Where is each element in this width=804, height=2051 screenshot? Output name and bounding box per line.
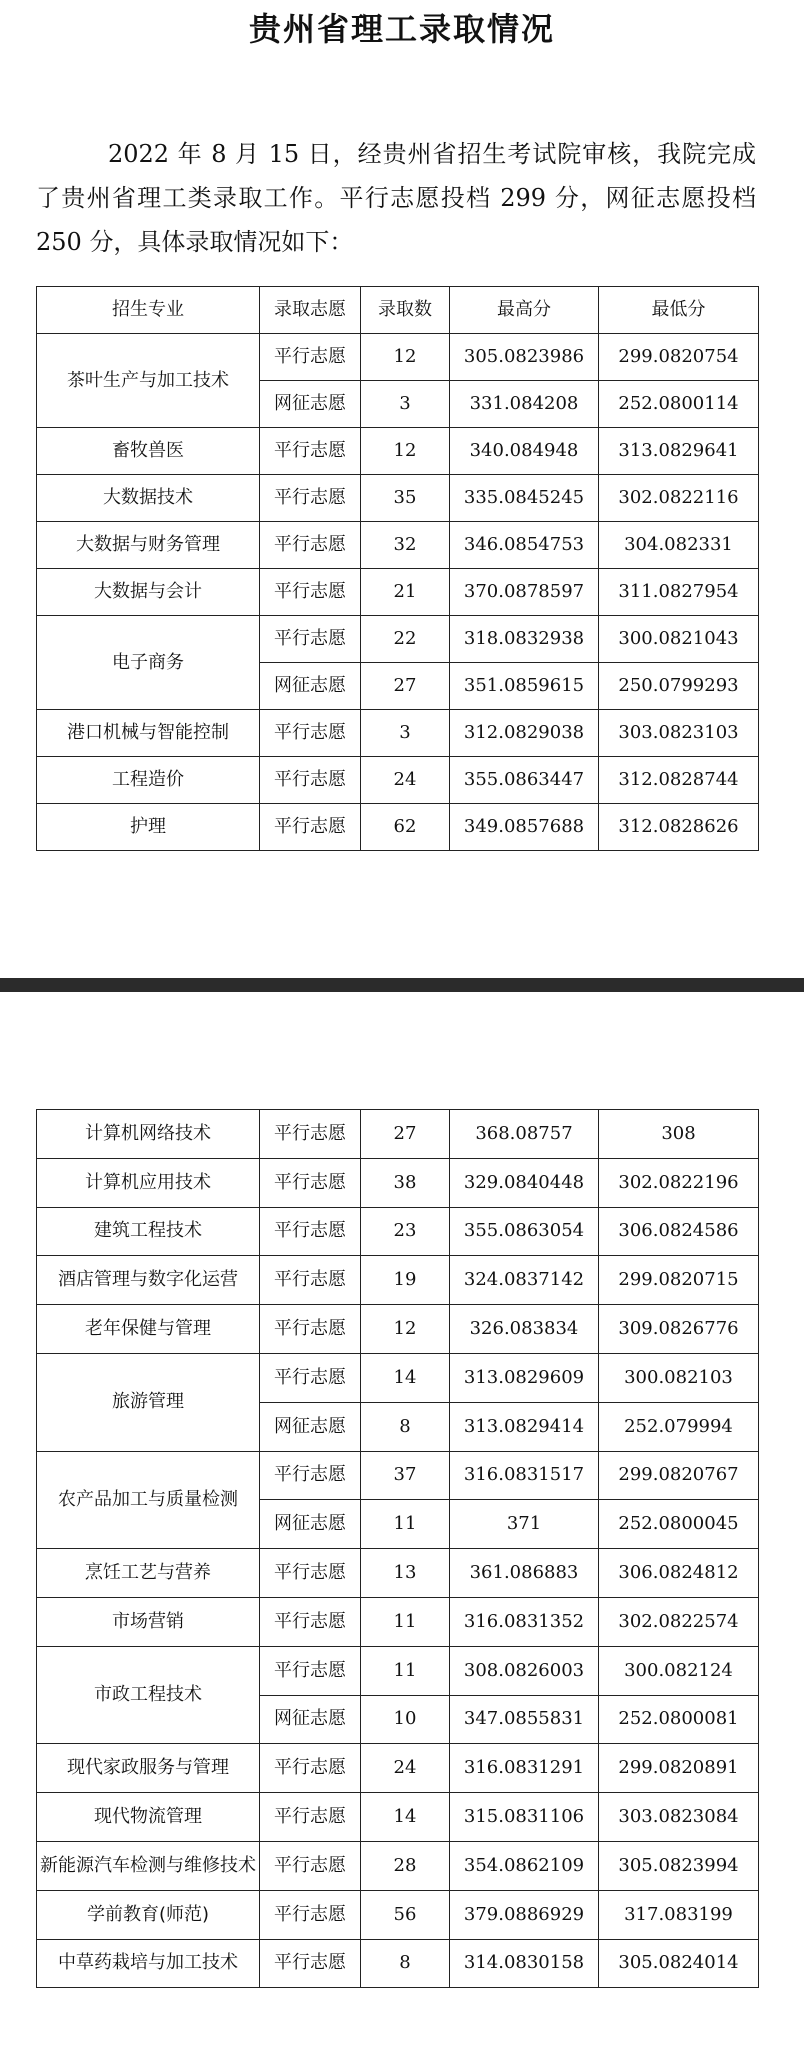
count-cell: 62	[361, 804, 450, 851]
min-score-cell: 311.0827954	[599, 569, 759, 616]
major-cell: 建筑工程技术	[37, 1207, 260, 1256]
count-cell: 37	[361, 1451, 450, 1500]
type-cell: 平行志愿	[260, 1939, 361, 1988]
max-score-cell: 316.0831291	[450, 1744, 599, 1793]
min-score-cell: 299.0820715	[599, 1256, 759, 1305]
table-row	[37, 1305, 759, 1354]
table-row	[37, 569, 759, 616]
max-score-cell: 351.0859615	[450, 663, 599, 710]
max-score-cell: 314.0830158	[450, 1939, 599, 1988]
max-score-cell: 346.0854753	[450, 522, 599, 569]
table-row	[37, 757, 759, 804]
min-score-cell: 302.0822116	[599, 475, 759, 522]
major-cell: 烹饪工艺与营养	[37, 1549, 260, 1598]
type-cell: 平行志愿	[260, 522, 361, 569]
table-row	[37, 1597, 759, 1646]
max-score-cell: 347.0855831	[450, 1695, 599, 1744]
type-cell: 平行志愿	[260, 1744, 361, 1793]
count-cell: 56	[361, 1890, 450, 1939]
count-cell: 3	[361, 710, 450, 757]
major-cell: 电子商务	[37, 616, 260, 710]
min-score-cell: 309.0826776	[599, 1305, 759, 1354]
major-cell: 畜牧兽医	[37, 428, 260, 475]
min-score-cell: 308	[599, 1110, 759, 1159]
min-score-cell: 306.0824586	[599, 1207, 759, 1256]
table-row	[37, 1549, 759, 1598]
type-cell: 平行志愿	[260, 1451, 361, 1500]
major-cell: 计算机网络技术	[37, 1110, 260, 1159]
type-cell: 平行志愿	[260, 1549, 361, 1598]
min-score-cell: 252.0800081	[599, 1695, 759, 1744]
max-score-cell: 354.0862109	[450, 1841, 599, 1890]
count-cell: 35	[361, 475, 450, 522]
page-divider	[0, 978, 804, 992]
table-row	[37, 804, 759, 851]
min-score-cell: 252.079994	[599, 1402, 759, 1451]
min-score-cell: 303.0823103	[599, 710, 759, 757]
min-score-cell: 312.0828626	[599, 804, 759, 851]
max-score-cell: 331.084208	[450, 381, 599, 428]
count-cell: 28	[361, 1841, 450, 1890]
count-cell: 14	[361, 1353, 450, 1402]
major-cell: 大数据与会计	[37, 569, 260, 616]
min-score-cell: 317.083199	[599, 1890, 759, 1939]
type-cell: 网征志愿	[260, 381, 361, 428]
type-cell: 平行志愿	[260, 1158, 361, 1207]
type-cell: 平行志愿	[260, 1353, 361, 1402]
max-score-cell: 324.0837142	[450, 1256, 599, 1305]
min-score-cell: 252.0800114	[599, 381, 759, 428]
type-cell: 平行志愿	[260, 804, 361, 851]
type-cell: 平行志愿	[260, 1597, 361, 1646]
type-cell: 网征志愿	[260, 1500, 361, 1549]
count-cell: 23	[361, 1207, 450, 1256]
table-row	[37, 522, 759, 569]
max-score-cell: 315.0831106	[450, 1793, 599, 1842]
min-score-cell: 302.0822574	[599, 1597, 759, 1646]
max-score-cell: 371	[450, 1500, 599, 1549]
header-min: 最低分	[599, 287, 759, 334]
min-score-cell: 299.0820891	[599, 1744, 759, 1793]
max-score-cell: 349.0857688	[450, 804, 599, 851]
major-cell: 学前教育(师范)	[37, 1890, 260, 1939]
count-cell: 14	[361, 1793, 450, 1842]
min-score-cell: 305.0824014	[599, 1939, 759, 1988]
type-cell: 平行志愿	[260, 428, 361, 475]
max-score-cell: 326.083834	[450, 1305, 599, 1354]
count-cell: 38	[361, 1158, 450, 1207]
min-score-cell: 250.0799293	[599, 663, 759, 710]
type-cell: 平行志愿	[260, 1890, 361, 1939]
table-row	[37, 334, 759, 381]
min-score-cell: 313.0829641	[599, 428, 759, 475]
min-score-cell: 300.082103	[599, 1353, 759, 1402]
major-cell: 大数据技术	[37, 475, 260, 522]
count-cell: 11	[361, 1500, 450, 1549]
type-cell: 网征志愿	[260, 1695, 361, 1744]
count-cell: 19	[361, 1256, 450, 1305]
type-cell: 平行志愿	[260, 1793, 361, 1842]
max-score-cell: 318.0832938	[450, 616, 599, 663]
type-cell: 平行志愿	[260, 1305, 361, 1354]
table-row	[37, 1939, 759, 1988]
count-cell: 22	[361, 616, 450, 663]
intro-paragraph: 2022 年 8 月 15 日，经贵州省招生考试院审核，我院完成了贵州省理工类录取工作。平行志愿投档 299 分，网征志愿投档 250 分，具体录取情况如下：	[36, 140, 756, 256]
count-cell: 21	[361, 569, 450, 616]
max-score-cell: 313.0829414	[450, 1402, 599, 1451]
table-row	[37, 1744, 759, 1793]
count-cell: 24	[361, 1744, 450, 1793]
count-cell: 12	[361, 428, 450, 475]
table-row	[37, 1451, 759, 1500]
major-cell: 农产品加工与质量检测	[37, 1451, 260, 1549]
major-cell: 茶叶生产与加工技术	[37, 334, 260, 428]
type-cell: 网征志愿	[260, 663, 361, 710]
major-cell: 大数据与财务管理	[37, 522, 260, 569]
max-score-cell: 361.086883	[450, 1549, 599, 1598]
count-cell: 24	[361, 757, 450, 804]
count-cell: 8	[361, 1402, 450, 1451]
table-row	[37, 1207, 759, 1256]
type-cell: 平行志愿	[260, 1207, 361, 1256]
major-cell: 工程造价	[37, 757, 260, 804]
major-cell: 新能源汽车检测与维修技术	[37, 1841, 260, 1890]
type-cell: 平行志愿	[260, 757, 361, 804]
type-cell: 平行志愿	[260, 1110, 361, 1159]
min-score-cell: 302.0822196	[599, 1158, 759, 1207]
max-score-cell: 355.0863447	[450, 757, 599, 804]
type-cell: 平行志愿	[260, 1841, 361, 1890]
table-header-row	[37, 287, 759, 334]
major-cell: 市政工程技术	[37, 1646, 260, 1744]
count-cell: 13	[361, 1549, 450, 1598]
max-score-cell: 355.0863054	[450, 1207, 599, 1256]
header-type: 录取志愿	[260, 287, 361, 334]
table-row	[37, 710, 759, 757]
max-score-cell: 340.084948	[450, 428, 599, 475]
min-score-cell: 304.082331	[599, 522, 759, 569]
type-cell: 平行志愿	[260, 616, 361, 663]
min-score-cell: 312.0828744	[599, 757, 759, 804]
major-cell: 酒店管理与数字化运营	[37, 1256, 260, 1305]
admission-table-part1	[36, 286, 759, 851]
table-row	[37, 1890, 759, 1939]
table-row	[37, 616, 759, 663]
table-row	[37, 475, 759, 522]
min-score-cell: 299.0820754	[599, 334, 759, 381]
min-score-cell: 303.0823084	[599, 1793, 759, 1842]
header-count: 录取数	[361, 287, 450, 334]
table-row	[37, 1158, 759, 1207]
count-cell: 10	[361, 1695, 450, 1744]
table-row	[37, 1256, 759, 1305]
type-cell: 平行志愿	[260, 1256, 361, 1305]
count-cell: 32	[361, 522, 450, 569]
count-cell: 12	[361, 1305, 450, 1354]
type-cell: 平行志愿	[260, 334, 361, 381]
min-score-cell: 252.0800045	[599, 1500, 759, 1549]
type-cell: 平行志愿	[260, 475, 361, 522]
major-cell: 计算机应用技术	[37, 1158, 260, 1207]
max-score-cell: 335.0845245	[450, 475, 599, 522]
major-cell: 现代家政服务与管理	[37, 1744, 260, 1793]
table-row	[37, 1646, 759, 1695]
max-score-cell: 316.0831517	[450, 1451, 599, 1500]
count-cell: 8	[361, 1939, 450, 1988]
table-row	[37, 428, 759, 475]
type-cell: 平行志愿	[260, 1646, 361, 1695]
count-cell: 11	[361, 1646, 450, 1695]
table-row	[37, 1353, 759, 1402]
type-cell: 平行志愿	[260, 569, 361, 616]
min-score-cell: 299.0820767	[599, 1451, 759, 1500]
min-score-cell: 306.0824812	[599, 1549, 759, 1598]
admission-table-part2	[36, 1109, 759, 1988]
count-cell: 11	[361, 1597, 450, 1646]
max-score-cell: 368.08757	[450, 1110, 599, 1159]
max-score-cell: 312.0829038	[450, 710, 599, 757]
max-score-cell: 370.0878597	[450, 569, 599, 616]
header-major: 招生专业	[37, 287, 260, 334]
max-score-cell: 308.0826003	[450, 1646, 599, 1695]
major-cell: 市场营销	[37, 1597, 260, 1646]
major-cell: 现代物流管理	[37, 1793, 260, 1842]
table-row	[37, 1841, 759, 1890]
page-title: 贵州省理工录取情况	[248, 10, 555, 48]
min-score-cell: 300.082124	[599, 1646, 759, 1695]
major-cell: 旅游管理	[37, 1353, 260, 1451]
type-cell: 平行志愿	[260, 710, 361, 757]
min-score-cell: 300.0821043	[599, 616, 759, 663]
count-cell: 27	[361, 1110, 450, 1159]
table-row	[37, 1110, 759, 1159]
max-score-cell: 379.0886929	[450, 1890, 599, 1939]
major-cell: 老年保健与管理	[37, 1305, 260, 1354]
major-cell: 港口机械与智能控制	[37, 710, 260, 757]
max-score-cell: 329.0840448	[450, 1158, 599, 1207]
count-cell: 27	[361, 663, 450, 710]
major-cell: 中草药栽培与加工技术	[37, 1939, 260, 1988]
count-cell: 3	[361, 381, 450, 428]
major-cell: 护理	[37, 804, 260, 851]
table-row	[37, 1793, 759, 1842]
count-cell: 12	[361, 334, 450, 381]
max-score-cell: 313.0829609	[450, 1353, 599, 1402]
min-score-cell: 305.0823994	[599, 1841, 759, 1890]
max-score-cell: 316.0831352	[450, 1597, 599, 1646]
max-score-cell: 305.0823986	[450, 334, 599, 381]
header-max: 最高分	[450, 287, 599, 334]
type-cell: 网征志愿	[260, 1402, 361, 1451]
